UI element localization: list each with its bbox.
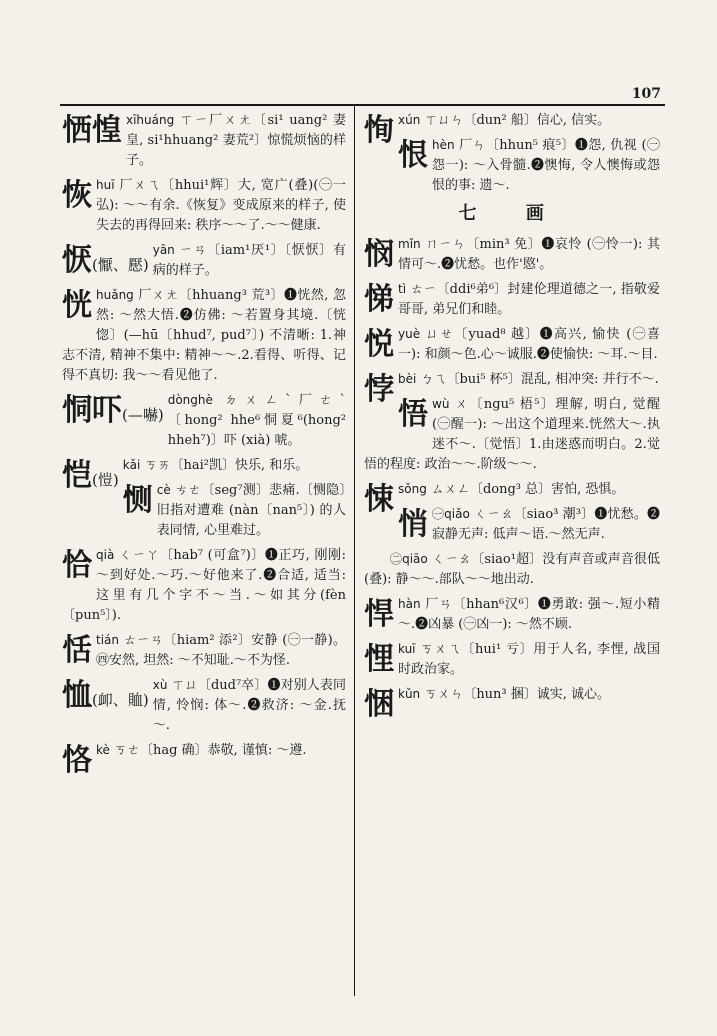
entry-definition: ㄎㄜ〔hag 确〕恭敬, 谨慎: ～遵. (114, 743, 307, 758)
headword-variants: (愷) (92, 471, 119, 489)
entry-pinyin: cè (156, 483, 171, 497)
entry-pinyin: mǐn (398, 237, 421, 251)
top-rule (60, 104, 665, 106)
entry-definition: 厂ㄨㄤ〔hhuang³ 荒³〕❶恍然, 忽然: ～然大悟.❷仿佛: ～若置身其境.〔恍惚〕(—hū〔hhud⁷, pud⁷〕) 不清晰: 1.神志不清, 精神不集中: 精神～～.2.看得、听得、记得不真切: 我～～看见他了. (62, 288, 346, 383)
entry-headword (62, 392, 164, 434)
dictionary-entry (62, 285, 346, 386)
entry-pinyin: tì (398, 282, 407, 296)
headword-text: 悃 (364, 687, 394, 722)
entry-pinyin: dònghè (167, 393, 213, 407)
entry-definition: ㄉㄨㄥˋ厂ㄜˋ〔hong² hhe⁶恫夏⁶(hong² hheh⁷)〕吓 (xià) 唬。 (167, 393, 346, 448)
entry-headword (62, 287, 92, 329)
entry-definition: 厂ㄢ〔hhan⁶汉⁶〕❶勇敢: 强～.短小精～.❷凶暴 (㊀凶一): ～然不顾. (398, 597, 660, 632)
right-column (364, 110, 660, 996)
entry-definition: ㄘㄜ〔seg⁷测〕悲痛.〔恻隐〕旧指对遭难 (nàn〔nan⁵〕) 的人表同情, 心里难过。 (156, 483, 346, 538)
right-entry-list-bottom (364, 594, 660, 722)
dictionary-entry (62, 240, 346, 281)
entry-definition: ㄎㄞ〔hai²凯〕快乐, 和乐。 (144, 458, 309, 473)
entry-pinyin: hàn (398, 597, 421, 611)
entry-pinyin: huī (96, 178, 115, 192)
entry-pinyin: xún (398, 113, 421, 127)
headword-text: 恺 (62, 458, 92, 493)
headword-text: 恍 (62, 288, 92, 323)
headword-text: 恬 (62, 633, 92, 668)
headword-text: 悚 (364, 482, 394, 517)
entry-pinyin: xù (152, 678, 168, 692)
dictionary-entry (62, 175, 346, 236)
dictionary-entry (364, 135, 660, 196)
entry-headword (62, 632, 92, 674)
entry-headword (62, 242, 149, 284)
entry-pinyin: kǔn (398, 687, 421, 701)
dictionary-entry (364, 279, 660, 320)
dictionary-entry (364, 639, 660, 680)
left-entry-list (62, 110, 346, 778)
headword-text: 恤 (62, 678, 92, 713)
headword-text: 恨 (398, 138, 428, 173)
headword-text: 恪 (62, 743, 92, 778)
entry-definition: ㄑㄧㄠ〔siao³ 潮³〕❶忧愁。❷寂静无声: 低声～语.～然无声. (432, 507, 660, 542)
dictionary-entry (364, 504, 660, 545)
headword-text: 悌 (364, 282, 394, 317)
entry-headword (62, 677, 149, 719)
entry-headword (364, 481, 394, 523)
entry-headword (364, 236, 394, 278)
dictionary-entry (62, 110, 346, 171)
left-column (62, 110, 346, 996)
headword-variants: (—嚇) (122, 406, 164, 424)
entry-pinyin: tián (96, 633, 119, 647)
entry-pinyin: xīhuáng (126, 113, 175, 127)
headword-text: 悯 (364, 237, 394, 272)
entry-definition: ㄎㄨㄟ〔hui¹ 亏〕用于人名, 李悝, 战国时政治家。 (398, 642, 660, 677)
entry-pinyin: qià (96, 548, 115, 562)
entry-headword (123, 482, 153, 524)
entry-pinyin: kuī (398, 642, 416, 656)
entry-definition: ㄒㄩ〔dud⁷卒〕❶对别人表同情, 怜悯: 体～.❷救济: ～金.抚～. (152, 678, 346, 733)
entry-definition: ㄊㄧㄢ〔hiam² 添²〕安静 (㊀一静)。㊃安然, 坦然: ～不知耻.～不为怪. (96, 633, 346, 668)
headword-text: 恂 (364, 113, 394, 148)
dictionary-entry (364, 594, 660, 635)
entry-headword (364, 686, 394, 728)
entry-headword (62, 742, 92, 784)
headword-text: 恫吓 (62, 393, 122, 428)
headword-variants: (卹、賉) (92, 691, 149, 709)
page-number: 107 (631, 86, 661, 102)
entry-headword (62, 112, 122, 154)
dictionary-entry (62, 740, 346, 778)
entry-definition: ㄙㄨㄥ〔dong³ 总〕害怕, 恐惧。 (430, 482, 625, 497)
entry-pinyin: ㊀qiǎo (432, 507, 470, 521)
entry-headword (364, 641, 394, 683)
entry-headword (364, 596, 394, 638)
headword-text: 恓惶 (62, 113, 122, 148)
entry-headword (62, 177, 92, 219)
dictionary-entry (62, 675, 346, 736)
entry-pinyin: kǎi (122, 458, 141, 472)
entry-definition: ㄅㄟ〔bui⁵ 杯⁵〕混乱, 相冲突: 并行不～. (420, 372, 659, 387)
headword-text: 恰 (62, 548, 92, 583)
entry-definition: ㄇㄧㄣ〔min³ 免〕❶哀怜 (㊀怜一): 其情可～.❷忧愁。也作'愍'。 (398, 237, 660, 272)
headword-text: 悟 (398, 397, 428, 432)
right-entry-list-middle (364, 234, 660, 545)
entry-headword (364, 326, 394, 368)
headword-text: 悖 (364, 372, 394, 407)
entry-definition: 厂ㄨㄟ〔hhui¹辉〕大, 宽广(叠)(㊀一弘): ～～有余.《恢复》变成原来的样子, 使失去的再得回来: 秩序～～了.～～健康. (96, 178, 346, 233)
entry-pinyin: bèi (398, 372, 417, 386)
dictionary-entry (62, 545, 346, 626)
entry-headword (398, 137, 428, 179)
entry-pinyin: sǒng (398, 482, 427, 496)
entry-headword (62, 457, 119, 499)
entry-definition: ㄒㄩㄣ〔dun² 船〕信心, 信实。 (424, 113, 611, 128)
entry-definition: ㄩㄝ〔yuad⁸ 越〕❶高兴, 愉快 (㊀喜一): 和颜～色.心～诚服.❷使愉快: ～耳.～目. (398, 327, 660, 362)
headword-text: 悝 (364, 642, 394, 677)
headword-text: 悄 (398, 507, 428, 542)
sub-entry-pinyin: ㊁qiāo (390, 552, 428, 566)
entry-definition: 厂ㄣ〔hhun⁵ 痕⁵〕❶怨, 仇视 (㊀怨一): ～入骨髓.❷懊悔, 令人懊悔或怨恨的事: 遗～. (432, 138, 660, 193)
dictionary-entry (62, 390, 346, 451)
entry-definition: ㄨ〔ngu⁵ 梧⁵〕理解, 明白, 觉醒 (㊀醒一): ～出这个道理来.恍然大～.执迷不～.〔觉悟〕1.由迷惑而明白。2.觉悟的程度: 政治～～.阶级～～. (364, 397, 660, 472)
dictionary-entry (364, 234, 660, 275)
right-entry-list-top (364, 110, 660, 196)
entry-pinyin: huǎng (96, 288, 134, 302)
entry-pinyin: kè (96, 743, 110, 757)
entry-headword (364, 371, 394, 413)
entry-pinyin: yuè (398, 327, 421, 341)
dictionary-sub-entry (364, 549, 660, 590)
dictionary-entry (364, 324, 660, 365)
entry-definition: ㄑㄧㄚ〔hab⁷ (可盒⁷)〕❶正巧, 刚刚: ～到好处.～巧.～好他来了.❷合适, 适当: 这里有几个字不～当.～如其分(fèn〔pun⁵〕). (62, 548, 346, 623)
entry-definition: ㄧㄢ〔iam¹厌¹〕〔恹恹〕有病的样子。 (152, 243, 346, 278)
entry-headword (62, 547, 92, 589)
entry-pinyin: wù (432, 397, 450, 411)
section-title: 七 画 (458, 203, 566, 224)
headword-variants: (懨、懕) (92, 256, 149, 274)
entry-definition: ㄎㄨㄣ〔hun³ 捆〕诚实, 诚心。 (424, 687, 611, 702)
column-divider (354, 106, 355, 996)
entry-pinyin: hèn (432, 138, 455, 152)
headword-text: 悦 (364, 327, 394, 362)
entry-headword (364, 112, 394, 154)
dictionary-entry (364, 684, 660, 722)
entry-headword (398, 506, 428, 548)
entry-pinyin: yān (152, 243, 175, 257)
entry-headword (398, 396, 428, 438)
entry-definition: ㄊㄧ〔ddi⁶弟⁶〕封建伦理道德之一, 指敬爱哥哥, 弟兄们和睦。 (398, 282, 660, 317)
entry-headword (364, 281, 394, 323)
dictionary-entry (62, 630, 346, 671)
sub-entry-text: ㄑㄧㄠ〔siao¹超〕没有声音或声音很低(叠): 静～～.部队～～地出动. (364, 552, 660, 587)
headword-text: 悍 (364, 597, 394, 632)
headword-text: 恹 (62, 243, 92, 278)
dictionary-entry (364, 394, 660, 475)
entry-definition: ㄒㄧ厂ㄨㄤ〔si¹ uang² 妻皇, si¹hhuang² 妻荒²〕惊慌烦恼的样子。 (126, 113, 346, 168)
headword-text: 恢 (62, 178, 92, 213)
headword-text: 恻 (122, 483, 153, 518)
